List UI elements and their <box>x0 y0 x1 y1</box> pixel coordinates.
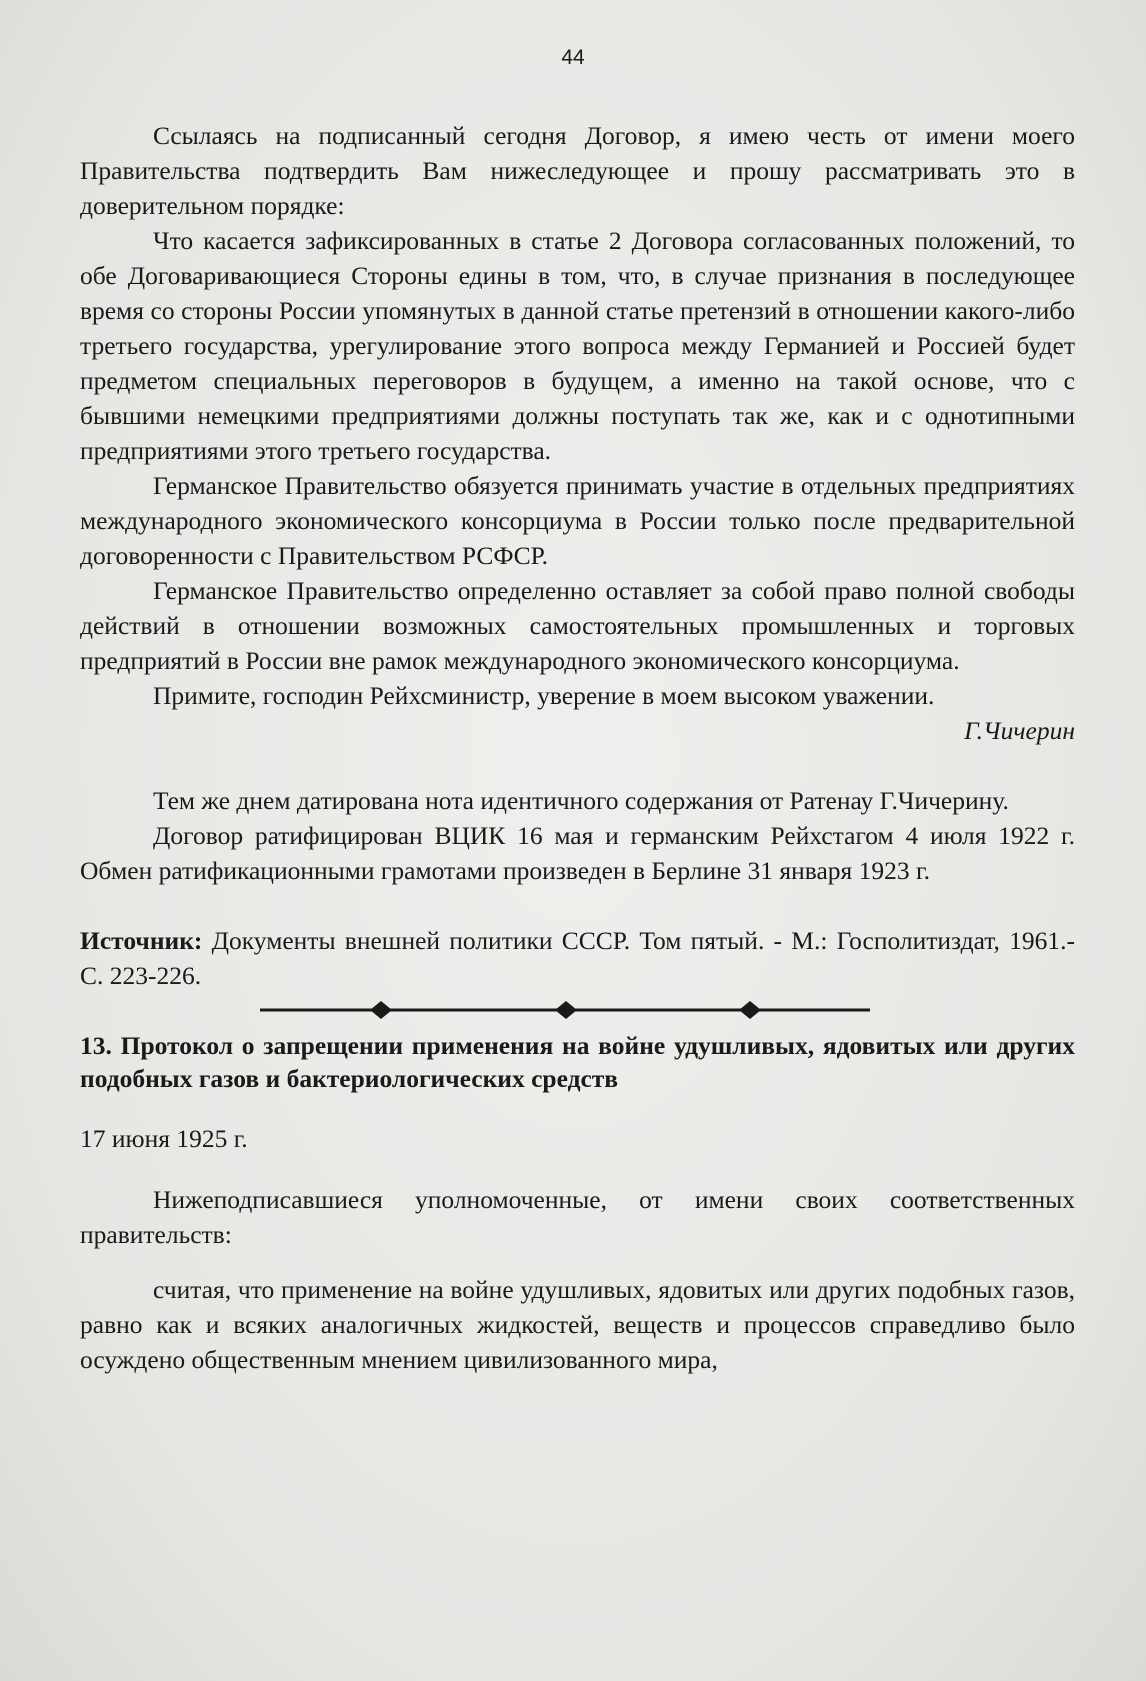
divider-ornament <box>260 999 880 1021</box>
section-heading: 13. Протокол о запрещении применения на войне удушливых, ядовитых или других подобных газов и бактериологических средств <box>80 1031 1075 1093</box>
letter-paragraph: Германское Правительство обязуется принимать участие в отдельных предприятиях международного экономического консорциума в России только после предварительной договоренности с Правительством РСФСР. <box>80 471 1075 570</box>
letter-paragraph: Германское Правительство определенно оставляет за собой право полной свободы действий в отношении возможных самостоятельных промышленных и торговых предприятий в России вне рамок международного экономического консорциума. <box>80 576 1075 675</box>
section-paragraph: Нижеподписавшиеся уполномоченные, от имени своих соответственных правительств: <box>80 1185 1075 1249</box>
spacer <box>80 1095 1075 1121</box>
note-paragraph: Тем же днем датирована нота идентичного содержания от Ратенау Г.Чичерину. <box>153 786 1009 815</box>
diamond-icon <box>555 1001 577 1019</box>
spacer <box>80 1252 1075 1272</box>
letter-paragraph: Что касается зафиксированных в статье 2 Договора согласованных положений, то обе Договаривающиеся Стороны едины в том, что, в случае признания в последующее время со стороны России упомянутых в данной статье претензий в отношении какого-либо третьего государства, урегулирование этого вопроса между Германией и Россией будет предметом специальных переговоров в будущем, а именно на такой основе, что с бывшими немецкими предприятиями должны поступать так же, как и с однотипными предприятиями этого третьего государства. <box>80 226 1075 465</box>
section-divider <box>80 995 1075 1025</box>
section-paragraph: считая, что применение на войне удушливых, ядовитых или других подобных газов, равно как и всяких аналогичных жидкостей, веществ и процессов справедливо было осуждено общественным мнением цивилизованного мира, <box>80 1275 1075 1374</box>
note-paragraph: Договор ратифицирован ВЦИК 16 мая и германским Рейхстагом 4 июля 1922 г. Обмен ратификационными грамотами произведен в Берлине 31 января 1923 г. <box>80 821 1075 885</box>
section-date: 17 июня 1925 г. <box>80 1124 248 1153</box>
page-number: 44 <box>561 46 585 69</box>
signature: Г.Чичерин <box>964 716 1075 745</box>
diamond-icon <box>370 1001 392 1019</box>
page-content <box>80 118 1075 1377</box>
spacer <box>80 888 1075 923</box>
spacer <box>80 748 1075 783</box>
source-citation <box>80 923 1075 993</box>
diamond-icon <box>739 1001 761 1019</box>
letter-paragraph: Ссылаясь на подписанный сегодня Договор, я имею честь от имени моего Правительства подтвердить Вам нижеследующее и прошу рассматривать это в доверительном порядке: <box>80 121 1075 220</box>
source-text: Документы внешней политики СССР. Том пятый. - М.: Госполитиздат, 1961.- С. 223-226. <box>80 926 1075 990</box>
source-label: Источник: <box>80 926 203 955</box>
spacer <box>80 1156 1075 1182</box>
letter-closing: Примите, господин Рейхсминистр, уверение в моем высоком уважении. <box>153 681 935 710</box>
